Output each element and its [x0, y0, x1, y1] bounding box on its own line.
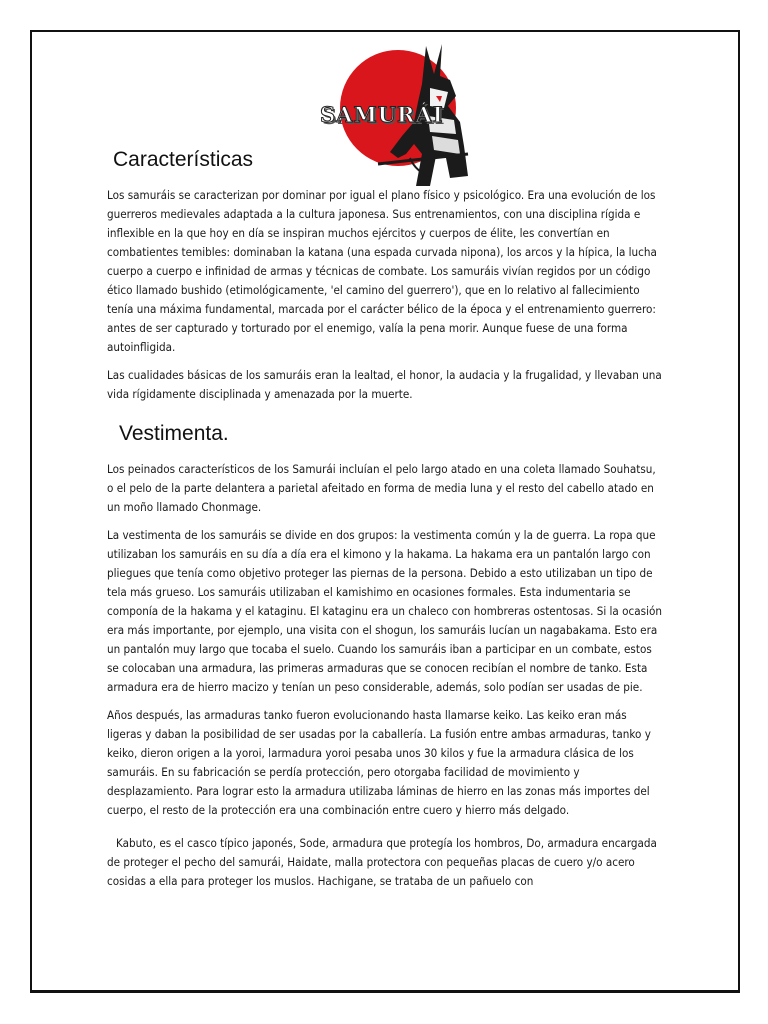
page-border-bottom-line: [30, 992, 740, 993]
paragraph: Las cualidades básicas de los samuráis eran la lealtad, el honor, la audacia y la frugalidad, y llevaban una vida rígidamente disciplinada y amenazada por la muerte.: [107, 368, 662, 401]
paragraph: Kabuto, es el casco típico japonés, Sode, armadura que protegía los hombros, Do, armadura encargada de proteger el pecho del samurái, Haidate, malla protectora con pequeñas placas de cuero y/o acero cosidas a ella para proteger los muslos. Hachigane, se trataba de un pañuelo con: [107, 836, 657, 888]
heading-caracteristicas: Características: [113, 148, 254, 171]
document-title: SAMURÁI: [320, 102, 444, 127]
document-body: [107, 148, 662, 900]
paragraph: Años después, las armaduras tanko fueron evolucionando hasta llamarse keiko. Las keiko eran más ligeras y daban la posibilidad de ser usadas por la caballería. La fusión entre ambas armaduras, tanko y keiko, dieron origen a la yoroi, larmadura yoroi pesaba unos 30 kilos y fue la armadura clásica de los samuráis. En su fabricación se perdía protección, pero otorgaba facilidad de movimiento y desplazamiento. Para lograr esto la armadura utilizaba láminas de hierro en las zonas más importes del cuerpo, el resto de la protección era una combinación entre cuero y hierro más delgado.: [107, 708, 651, 817]
paragraph: Los peinados característicos de los Samurái incluían el pelo largo atado en una coleta llamado Souhatsu, o el pelo de la parte delantera a parietal afeitado en forma de media luna y el resto del cabello atado en un moño llamado Chonmage.: [107, 462, 656, 514]
paragraph: Los samuráis se caracterizan por dominar por igual el plano físico y psicológico. Era una evolución de los guerreros medievales adaptada a la cultura japonesa. Sus entrenamientos, con una disciplina rígida e inflexible en la que hoy en día se inspiran muchos ejércitos y cuerpos de élite, les convertían en combatientes temibles: dominaban la katana (una espada curvada nipona), los arcos y la hípica, la lucha cuerpo a cuerpo e infinidad de armas y técnicas de combate. Los samuráis vivían regidos por un código ético llamado bushido (etimológicamente, 'el camino del guerrero'), que en lo relativo al fallecimiento tenía una máxima fundamental, marcada por el carácter bélico de la época y el entrenamiento guerrero: antes de ser capturado y torturado por el enemigo, valía la pena morir. Aunque fuese de una forma autoinfligida.: [107, 188, 657, 354]
heading-vestimenta: Vestimenta.: [119, 422, 229, 445]
paragraph: La vestimenta de los samuráis se divide en dos grupos: la vestimenta común y la de guerra. La ropa que utilizaban los samuráis en su día a día era el kimono y la hakama. La hakama era un pantalón largo con pliegues que tenía como objetivo proteger las piernas de la persona. Debido a esto utilizaban un tipo de tela más grueso. Los samuráis utilizaban el kamishimo en ocasiones formales. Esta indumentaria se componía de la hakama y el kataginu. El kataginu era un chaleco con hombreras ostentosas. Si la ocasión era más importante, por ejemplo, una visita con el shogun, los samuráis lucían un nagabakama. Esto era un pantalón muy largo que tocaba el suelo. Cuando los samuráis iban a participar en un combate, estos se colocaban una armadura, las primeras armaduras que se conocen recibían el nombre de tanko. Esta armadura era de hierro macizo y tenían un peso considerable, además, solo podían ser usadas de pie.: [107, 528, 662, 694]
